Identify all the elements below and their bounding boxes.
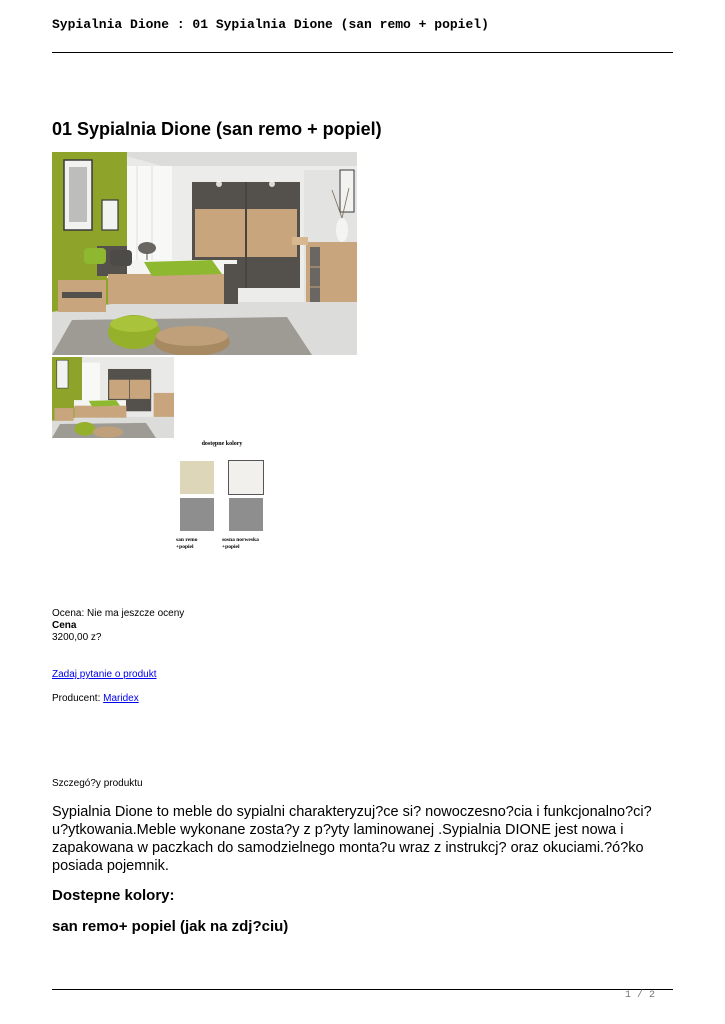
available-colors-heading: Dostepne kolory:	[52, 887, 175, 904]
swatch-sosna-norweska	[229, 461, 263, 494]
page-number: 1 / 2	[624, 990, 655, 1001]
rating-label: Ocena:	[52, 608, 85, 619]
rating-value: Nie ma jeszcze oceny	[87, 608, 185, 619]
swatch-san-remo	[180, 461, 214, 494]
product-title: 01 Sypialnia Dione (san remo + popiel)	[52, 119, 382, 139]
swatches-title: dostępne kolory	[201, 441, 243, 447]
header-rule	[52, 52, 673, 53]
ask-question-line	[52, 669, 157, 681]
swatch-label-san-remo: san remo +popiel	[176, 537, 198, 550]
swatch-popiel-1	[180, 498, 214, 531]
producer-link[interactable]: Maridex	[103, 693, 139, 704]
producer-label: Producent:	[52, 693, 101, 704]
price-value: 3200,00 z?	[52, 632, 102, 643]
ask-question-link[interactable]: Zadaj pytanie o produkt	[52, 669, 157, 680]
variant-heading: san remo+ popiel (jak na zdj?ciu)	[52, 918, 289, 935]
price-label: Cena	[52, 620, 77, 631]
price-label-line	[52, 620, 76, 632]
color-swatches-image[interactable]	[172, 440, 272, 556]
product-thumbnail-image[interactable]	[52, 357, 174, 438]
product-main-image[interactable]	[52, 152, 357, 355]
document-header-title: Sypialnia Dione : 01 Sypialnia Dione (san remo + popiel)	[52, 17, 489, 32]
producer-line	[52, 693, 139, 705]
footer-rule	[52, 989, 673, 990]
details-label: Szczegó?y produktu	[52, 778, 143, 789]
product-description: Sypialnia Dione to meble do sypialni charakteryzuj?ce si? nowoczesno?cia i funkcjonalno?ci? u?ytkowania.Meble wykonane zosta?y z p?yty laminowanej .Sypialnia DIONE jest nowa i zapakowana w paczkach do samodzielnego monta?u wraz z instrukcj? oraz okuciami.?ó?ko posiada pojemnik.	[52, 804, 652, 874]
rating-line	[52, 608, 184, 620]
swatch-popiel-2	[229, 498, 263, 531]
swatch-label-sosna-norweska: sosna norweska +popiel	[222, 537, 259, 550]
